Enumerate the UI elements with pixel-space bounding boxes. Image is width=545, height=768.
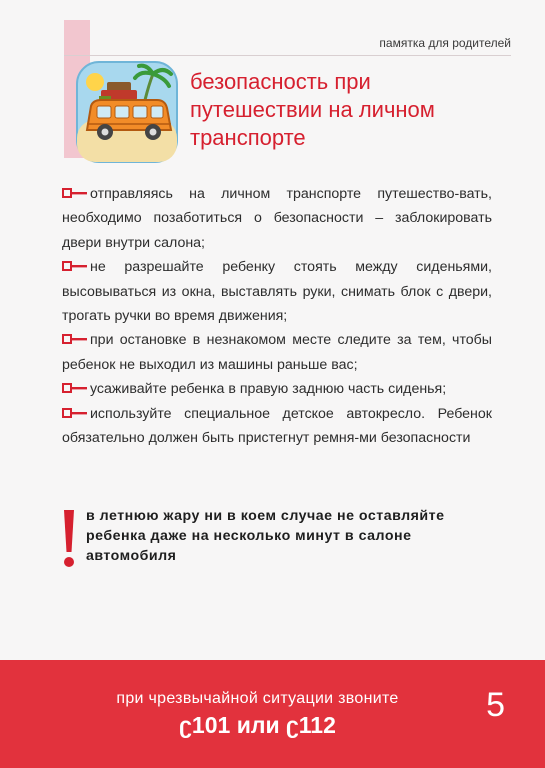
red-key-bullet-icon: [62, 187, 88, 199]
rule-text: при остановке в незнакомом месте следите за тем, чтобы ребенок не выходил из машины раньше вас;: [62, 332, 492, 373]
warning-block: [62, 506, 502, 566]
rule-item: [62, 402, 492, 451]
title-line: безопасность при: [190, 69, 371, 94]
header-label: памятка для родителей: [379, 36, 511, 50]
page-title: [190, 68, 510, 152]
red-key-bullet-icon: [62, 407, 88, 419]
phone-icon: ʗ: [179, 712, 192, 738]
emergency-connector: или: [236, 712, 280, 738]
car-with-luggage-illustration: [75, 60, 179, 164]
emergency-footer: [0, 660, 545, 768]
safety-rules-list: [62, 182, 492, 450]
title-line: транспорте: [190, 125, 306, 150]
red-key-bullet-icon: [62, 382, 88, 394]
red-key-bullet-icon: [62, 260, 88, 272]
warning-text: в летнюю жару ни в коем случае не оставляйте ребенка даже на несколько минут в салоне автомобиля: [86, 508, 445, 564]
rule-text: не разрешайте ребенку стоять между сиденьями, высовываться из окна, выставлять руки, снимать блок с двери, трогать ручки во время движения;: [62, 259, 492, 325]
rule-text: усаживайте ребенка в правую заднюю часть сиденья;: [90, 381, 447, 398]
rule-text: отправляясь на личном транспорте путешество-вать, необходимо позаботиться о безопасности – заблокировать двери внутри салона;: [62, 186, 492, 251]
emergency-number-2: 112: [298, 712, 336, 738]
phone-icon: ʗ: [285, 712, 299, 738]
rule-item: [62, 377, 492, 401]
rule-text: используйте специальное детское автокресло. Ребенок обязательно должен быть пристегнут ремня-ми безопасности: [62, 405, 492, 447]
emergency-numbers: [0, 712, 545, 739]
emergency-number-1: 101: [191, 712, 231, 738]
exclamation-icon: [62, 508, 76, 570]
emergency-caption: при чрезвычайной ситуации звоните: [116, 690, 399, 707]
title-line: путешествии на личном: [190, 97, 435, 122]
rule-item: [62, 328, 492, 377]
page-number: 5: [486, 686, 505, 724]
red-key-bullet-icon: [62, 333, 88, 345]
rule-item: [62, 182, 492, 255]
rule-item: [62, 255, 492, 328]
header-divider: [64, 55, 511, 56]
